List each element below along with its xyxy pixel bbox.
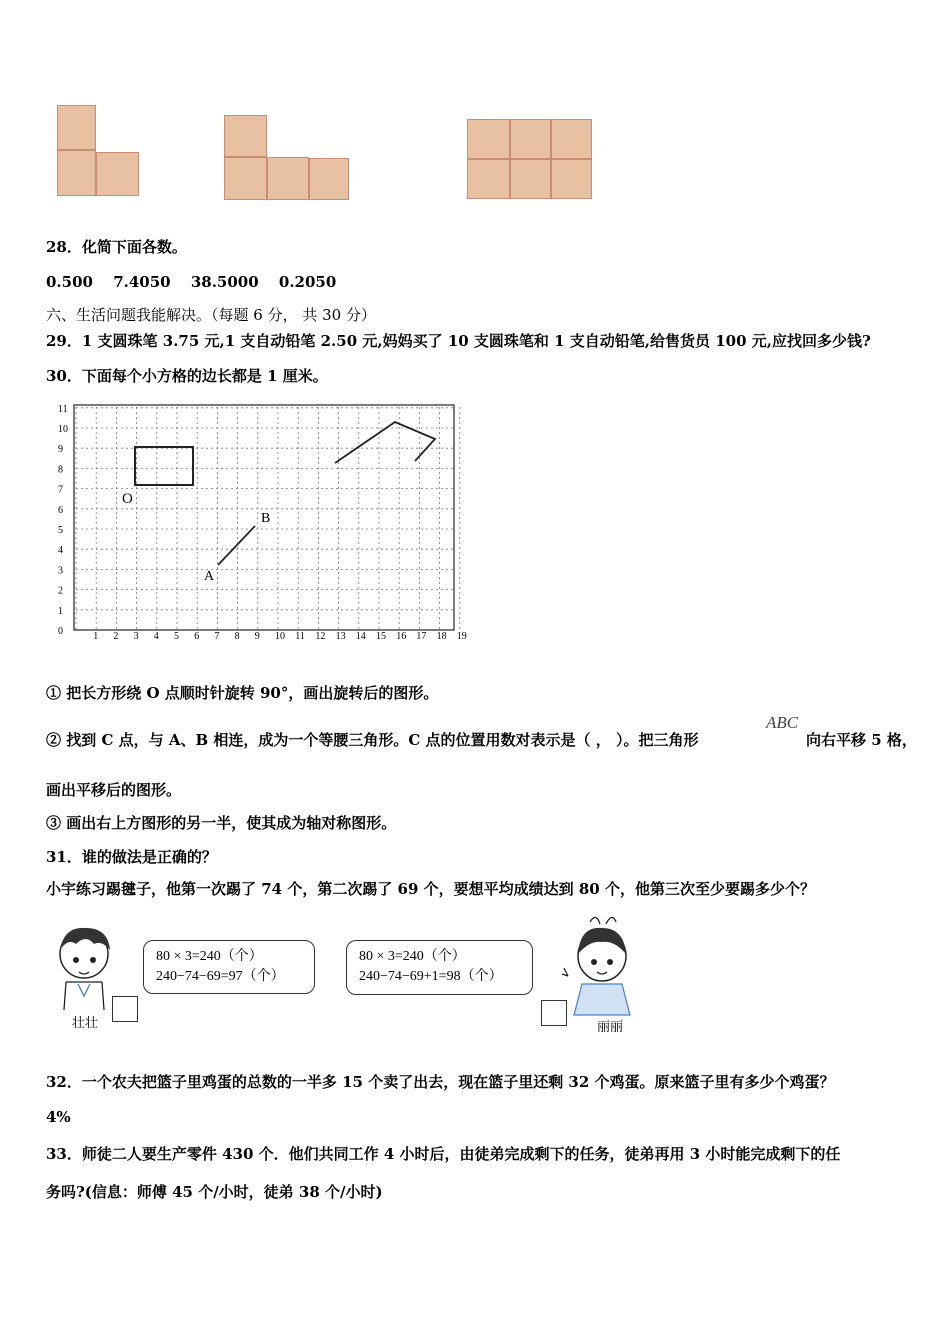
x-tick-label: 1 (93, 631, 99, 642)
y-tick-label: 1 (58, 605, 63, 617)
y-tick-label: 3 (58, 565, 63, 577)
x-tick-label: 13 (335, 631, 346, 642)
left-line1: 80 × 3=240（个） (156, 949, 263, 964)
x-tick-label: 14 (355, 631, 366, 642)
x-tick-label: 6 (194, 631, 200, 642)
x-tick-label: 15 (376, 631, 386, 642)
y-tick-label: 5 (58, 525, 63, 536)
right-line1: 80 × 3=240（个） (359, 949, 466, 964)
y-tick-label: 9 (58, 444, 63, 456)
speech-bubble-left (143, 940, 315, 994)
answer-box-left[interactable] (112, 996, 138, 1022)
y-tick-label: 8 (58, 464, 63, 476)
q30-item2-math: ABC (766, 713, 799, 732)
q31-title: 31．谁的做法是正确的？ (46, 848, 217, 866)
x-tick-label: 9 (254, 631, 260, 642)
q32-extra: 4% (46, 1108, 71, 1126)
coordinate-grid (50, 395, 475, 645)
q33-line1: 33．师徒二人要生产零件 430 个．他们共同工作 4 小时后，由徒弟完成剩下的任务，徒弟再用 3 小时能完成剩下的任 (46, 1145, 841, 1163)
girl-name: 丽丽 (597, 1020, 624, 1035)
half-figure-shape (335, 422, 435, 463)
q30-item2c: 画出平移后的图形。 (46, 781, 182, 799)
y-tick-label: 4 (58, 545, 63, 557)
x-tick-label: 16 (396, 631, 407, 642)
y-tick-label: 0 (58, 626, 63, 637)
x-tick-label: 17 (416, 631, 427, 642)
x-tick-label: 10 (275, 631, 285, 642)
y-tick-label: 2 (58, 585, 63, 597)
q28-numbers: 0.500 7.4050 38.5000 0.2050 (46, 273, 337, 291)
y-tick-label: 7 (58, 484, 63, 496)
q29-text: 29．1 支圆珠笔 3.75 元,1 支自动铅笔 2.50 元,妈妈买了 10 支圆珠笔和 1 支自动铅笔,给售货员 100 元,应找回多少钱? (46, 332, 871, 350)
rectangle-shape (135, 447, 193, 485)
girl-illustration (560, 910, 642, 1020)
q28-title: 28．化简下面各数。 (46, 238, 187, 256)
x-tick-label: 8 (234, 631, 240, 642)
y-tick-label: 10 (58, 424, 68, 435)
q30-title: 30．下面每个小方格的边长都是 1 厘米。 (46, 367, 328, 385)
segment-ab (218, 526, 255, 565)
q30-item2b: 向右平移 5 格， (806, 731, 917, 749)
q32-text: 32．一个农夫把篮子里鸡蛋的总数的一半多 15 个卖了出去，现在篮子里还剩 32 个鸡蛋。原来篮子里有多少个鸡蛋？ (46, 1073, 835, 1091)
x-tick-label: 2 (113, 631, 119, 642)
left-line2: 240−74−69=97（个） (156, 969, 285, 984)
label-A: A (204, 569, 215, 584)
x-tick-label: 3 (133, 631, 139, 642)
y-tick-label: 6 (58, 504, 63, 516)
boy-name: 壮壮 (72, 1016, 99, 1031)
q30-item1: ① 把长方形绕 O 点顺时针旋转 90°，画出旋转后的图形。 (46, 684, 439, 702)
q31-text: 小宇练习踢毽子，他第一次踢了 74 个，第二次踢了 69 个，要想平均成绩达到 80 个，他第三次至少要踢多少个？ (46, 880, 815, 898)
x-tick-label: 18 (436, 631, 447, 642)
x-tick-label: 5 (174, 631, 179, 642)
label-B: B (261, 511, 271, 526)
right-line2: 240−74−69+1=98（个） (359, 969, 503, 984)
x-tick-label: 19 (456, 631, 467, 642)
speech-bubble-right (346, 940, 533, 995)
x-tick-label: 12 (315, 631, 326, 642)
y-tick-label: 11 (58, 403, 68, 415)
x-tick-label: 7 (214, 631, 220, 642)
x-tick-label: 4 (153, 631, 159, 642)
label-O: O (122, 491, 133, 507)
section6-title: 六、生活问题我能解决。（每题 6 分， 共 30 分） (46, 306, 376, 324)
x-tick-label: 11 (295, 631, 305, 642)
q30-item2a: ② 找到 C 点，与 A、B 相连，成为一个等腰三角形。C 点的位置用数对表示是（ ， ）。把三角形 (46, 731, 699, 749)
q33-line2: 务吗?(信息：师傅 45 个/小时，徒弟 38 个/小时) (46, 1183, 383, 1201)
q30-item3: ③ 画出右上方图形的另一半，使其成为轴对称图形。 (46, 814, 397, 832)
